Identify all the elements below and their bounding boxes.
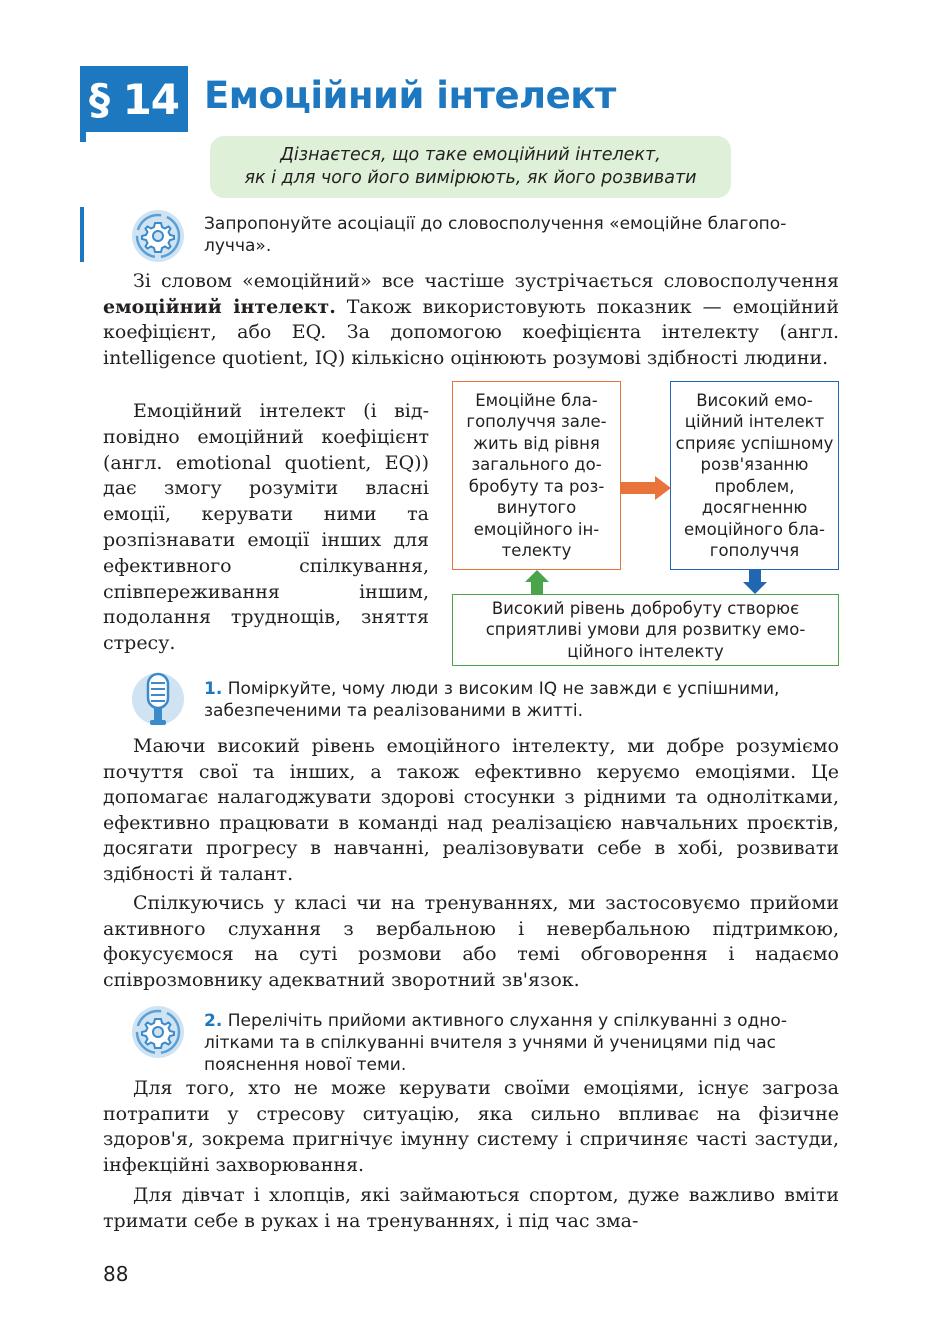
task-2 [204, 1010, 840, 1076]
paragraph-5: Для того, хто не може керувати своїми емоціями, існує загроза потрапити у стресову ситуацію, яка сильно впливає на фізичне здоров'я, зокрема пригнічує імунну систему і спричиняє часті застуди, інфекційні захворювання. [103, 1077, 839, 1176]
task-2-number: 2. [204, 1011, 223, 1031]
paragraph-3: Маючи високий рівень емоційного інтелекту, ми добре розуміємо почуття свої та інших, а також ефективно керуємо емоціями. Це допомагає налагоджувати здорові стосунки з рідними та однолітками, ефективно працювати в команді над реалізацією навчальних проєктів, досягати прогресу в навчанні, реалізовувати себе в хобі, розвивати здібності й талант. [103, 735, 839, 885]
arrow-right-icon [621, 476, 671, 500]
badge-tail [80, 128, 86, 142]
left-accent-bar [80, 207, 84, 262]
section-badge: § 14 [80, 66, 188, 132]
gear-icon [131, 209, 185, 263]
para1-text-b: Також використовують показник — емоційний коефіцієнт, або EQ. За допомогою коефіцієнта інтелекту (англ. intelligence quotient, IQ) кількісно оцінюють розумові здібності людини. [103, 295, 839, 369]
paragraph-2: Емоційний інтелект (і відповідно емоційний коефіцієнт (англ. emotional quotient, EQ)) дає змогу розуміти власні емоції, керувати ними та розпізнавати емоції інших для ефективного спілкування, співпереживання іншим, подолання труднощів, зняття стресу. [103, 400, 429, 655]
gear-icon [131, 1005, 185, 1059]
arrow-up-icon [525, 570, 549, 594]
intro-line-2: як і для чого його вимірюють, як його розвивати [244, 168, 697, 188]
flow-box-emotional-wellbeing: Емоційне благополуччя залежить від рівня загального добробуту та розвинутого емоційного інтелекту [452, 381, 621, 570]
flow-box-wellbeing-level: Високий рівень добробуту створює сприятливі умови для розвитку емоційного інтелекту [452, 594, 839, 666]
arrow-down-icon [743, 570, 767, 594]
task-2-text: Перелічіть прийоми активного слухання у спілкуванні з однолітками та в спілкуванні вчителя з учнями й ученицями під час пояснення нової теми. [204, 1011, 787, 1075]
task-1-number: 1. [204, 679, 223, 699]
task-intro: Запропонуйте асоціації до словосполучення «емоційне благополучча». [204, 214, 787, 256]
para1-text-a: Зі словом «емоційний» все частіше зустрічається словосполучення [133, 270, 839, 292]
page-title: Емоційний інтелект [204, 74, 616, 117]
task-1 [204, 678, 840, 722]
microphone-icon [131, 670, 185, 734]
intro-line-1: Дізнаєтеся, що таке емоційний інтелект, [280, 145, 661, 165]
paragraph-6: Для дівчат і хлопців, які займаються спортом, дуже важливо вміти тримати себе в руках і на тренуваннях, і під час зма- [103, 1184, 839, 1232]
page-number: 88 [103, 1262, 129, 1286]
intro-box [210, 136, 731, 198]
paragraph-4: Спілкуючись у класі чи на тренуваннях, ми застосовуємо прийоми активного слухання з вербальною і невербальною підтримкою, фокусуємося на суті розмови або темі обговорення і надаємо співрозмовнику адекватний зворотний зв'язок. [103, 892, 839, 991]
para1-bold: емоційний інтелект. [103, 295, 336, 318]
flow-box-high-eq: Високий емоційний інтелект сприяє успішному розв'язанню проблем, досягненню емоційного благополуччя [670, 381, 839, 570]
paragraph-1 [103, 269, 839, 371]
task-1-text: Поміркуйте, чому люди з високим IQ не завжди є успішними, забезпеченими та реалізованими в житті. [204, 679, 780, 721]
